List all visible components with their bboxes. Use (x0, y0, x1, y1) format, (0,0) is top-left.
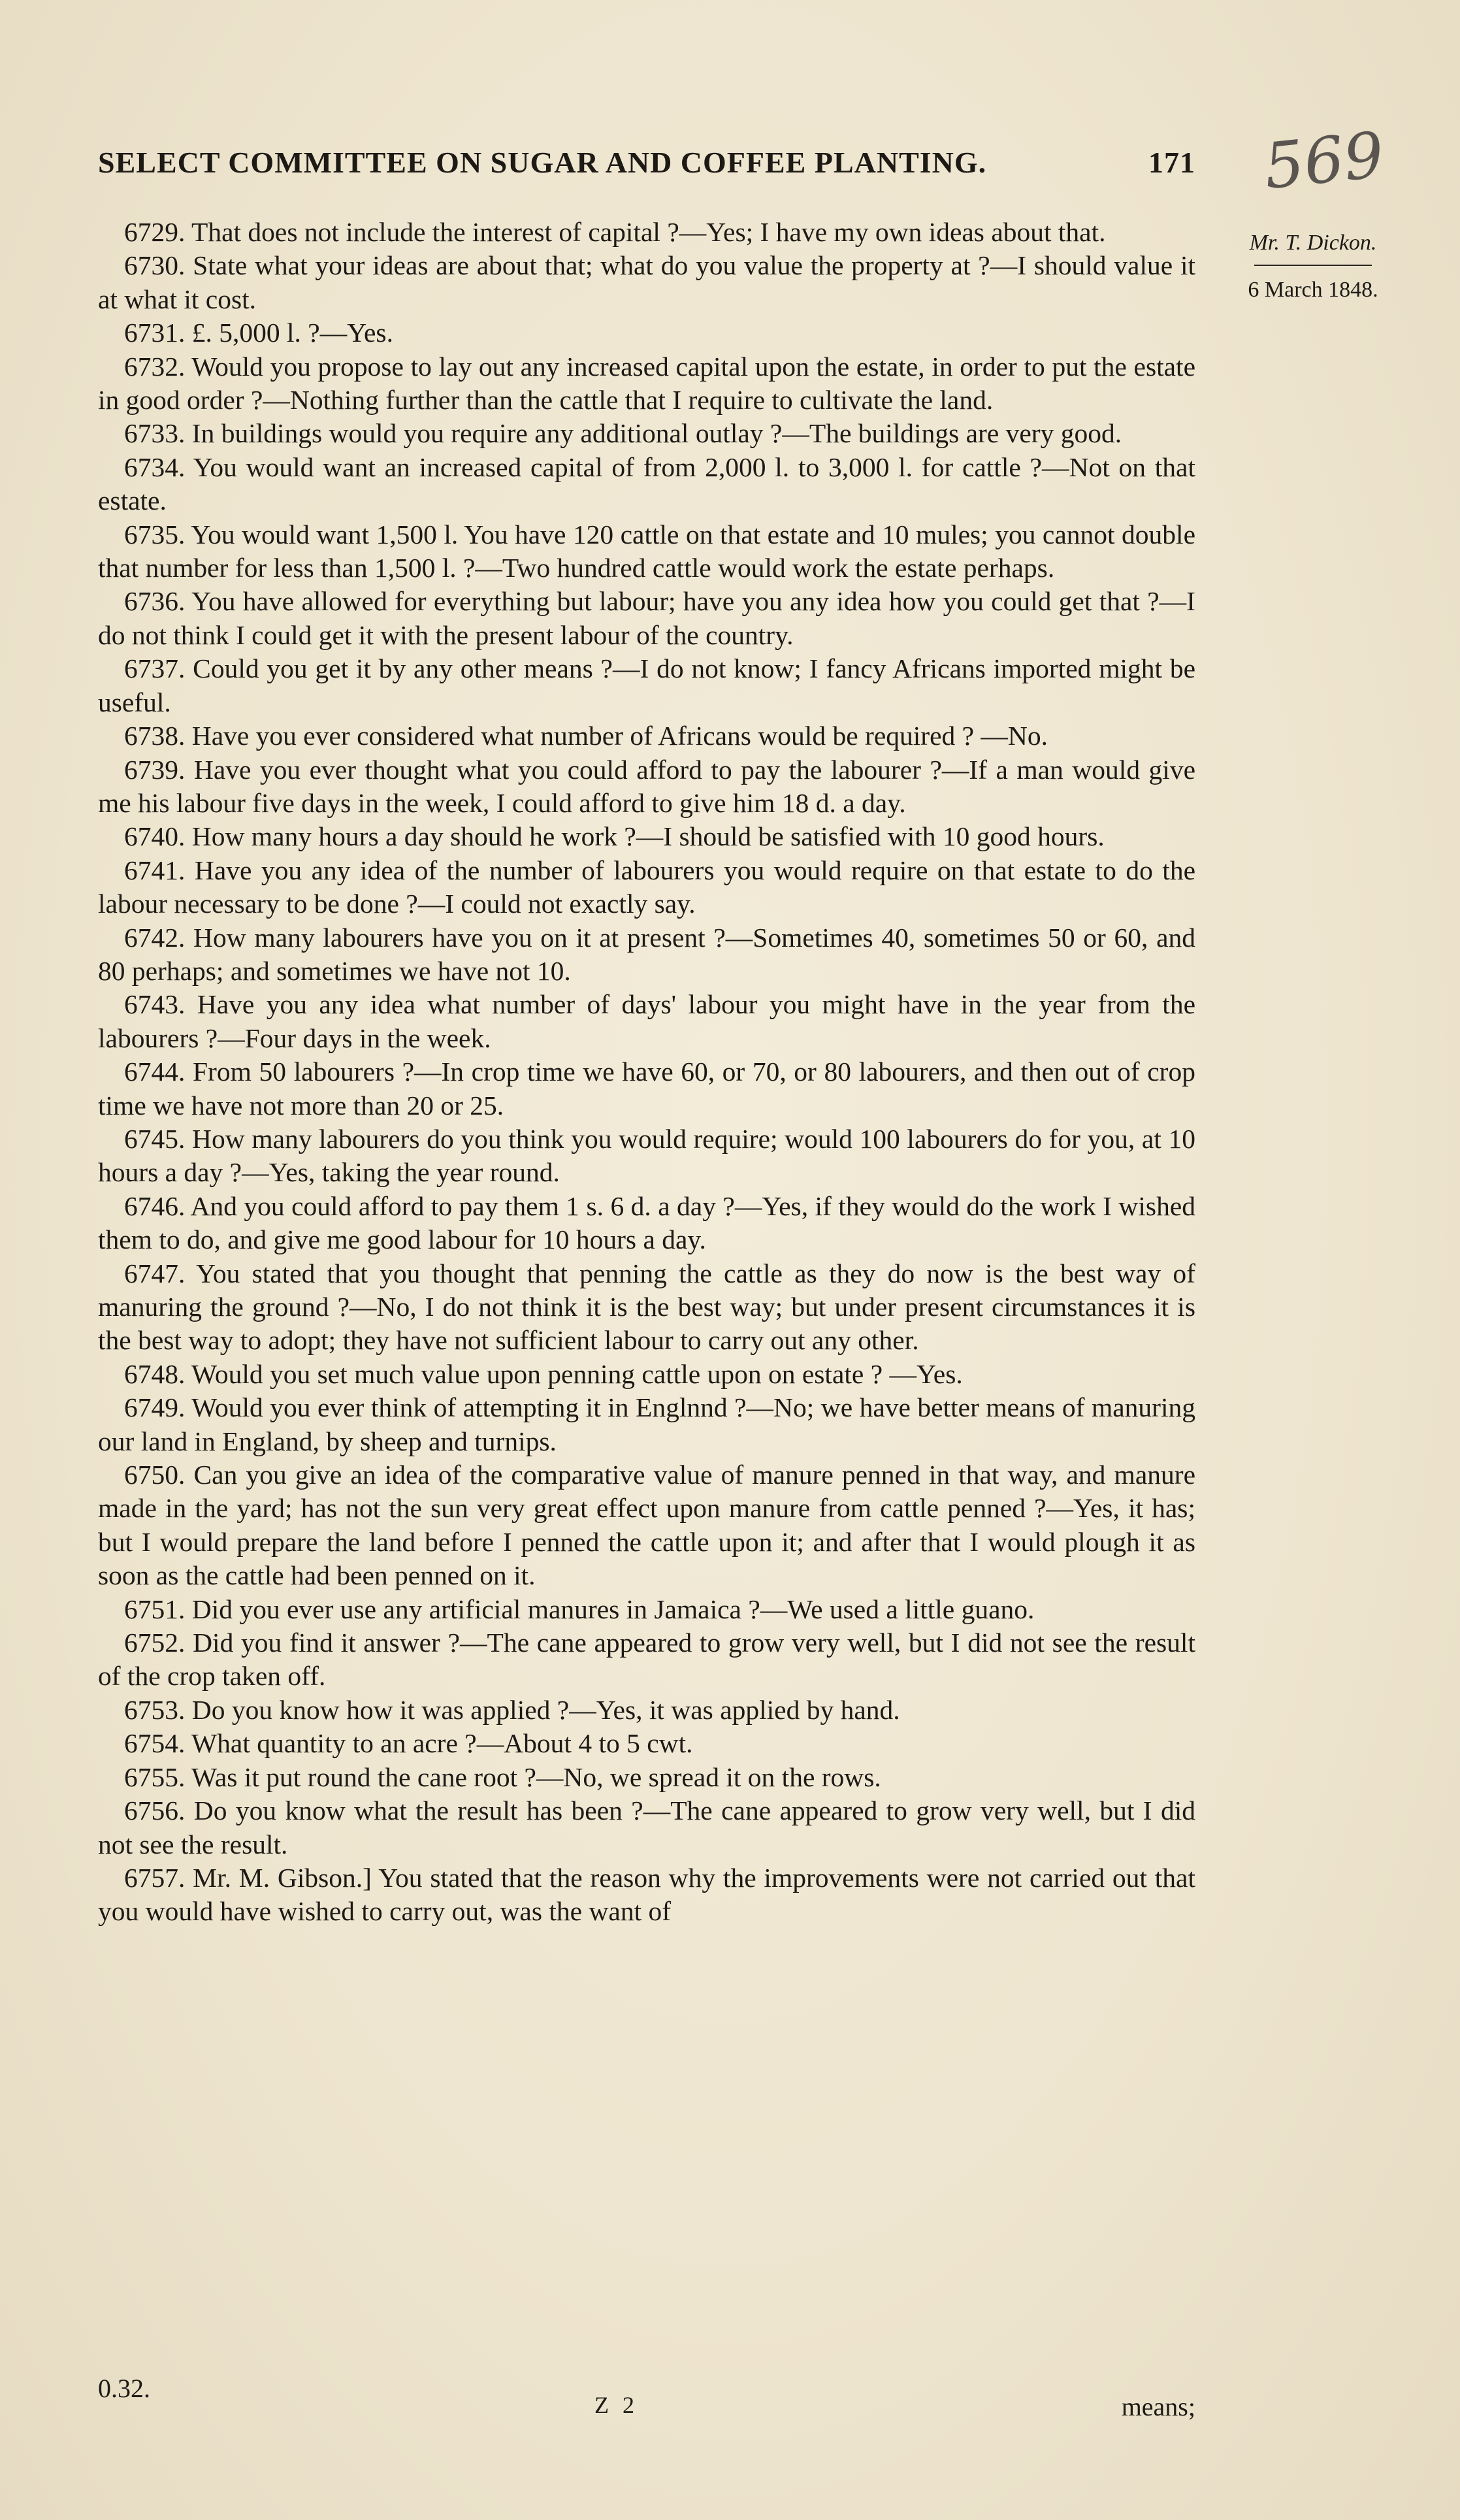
paragraph-6735: 6735. You would want 1,500 l. You have 120 cattle on that estate and 10 mules; you cannot double that number for less than 1,500 l. ?—Two hundred cattle would work the estate perhaps. (98, 519, 1195, 583)
paragraph-6748: 6748. Would you set much value upon penning cattle upon on estate ? —Yes. (124, 1358, 963, 1389)
paragraph-6738: 6738. Have you ever considered what number of Africans would be required ? —No. (124, 721, 1048, 751)
paragraph-6731: 6731. £. 5,000 l. ?—Yes. (124, 318, 393, 348)
paragraph-6745: 6745. How many labourers do you think you would require; would 100 labourers do for you, at 10 hours a day ?—Yes, taking the year round. (98, 1123, 1195, 1188)
paragraph-6740: 6740. How many hours a day should he work ?—I should be satisfied with 10 good hours. (124, 821, 1105, 852)
paragraph-6752: 6752. Did you find it answer ?—The cane appeared to grow very well, but I did not see the result of the crop taken off. (98, 1628, 1195, 1692)
paragraph-6750: 6750. Can you give an idea of the comparative value of manure penned in that way, and manure made in the yard; has not the sun very great effect upon manure from cattle penned ?—Yes, it has; but I would prepare the land before I penned the cattle upon it; and after that I would plough it as soon as the cattle had been penned on it. (98, 1460, 1195, 1591)
page-number: 171 (1148, 146, 1195, 179)
paragraph-6757: 6757. Mr. M. Gibson.] You stated that the reason why the improvements were not carried out that you would have wished to carry out, was the want of (98, 1862, 1195, 1927)
margin-note (1225, 225, 1401, 308)
paragraph-6729: 6729. That does not include the interest of capital ?—Yes; I have my own ideas about that. (124, 217, 1106, 247)
paragraph-6737: 6737. Could you get it by any other means ?—I do not know; I fancy Africans imported might be useful. (98, 653, 1195, 717)
paragraph-6751: 6751. Did you ever use any artificial manures in Jamaica ?—We used a little guano. (124, 1594, 1035, 1624)
catchword: means; (1121, 2392, 1195, 2421)
paragraph-6744: 6744. From 50 labourers ?—In crop time we have 60, or 70, or 80 labourers, and then out of crop time we have not more than 20 or 25. (98, 1056, 1195, 1121)
paragraph-6734: 6734. You would want an increased capital of from 2,000 l. to 3,000 l. for cattle ?—Not on that estate. (98, 451, 1195, 516)
paragraph-6754: 6754. What quantity to an acre ?—About 4 to 5 cwt. (124, 1728, 693, 1759)
paragraph-6756: 6756. Do you know what the result has been ?—The cane appeared to grow very well, but I did not see the result. (98, 1795, 1195, 1859)
running-title: SELECT COMMITTEE ON SUGAR AND COFFEE PLANTING. (98, 146, 987, 179)
paragraph-6743: 6743. Have you any idea what number of days' labour you might have in the year from the labourers ?—Four days in the week. (98, 989, 1195, 1053)
paragraph-6755: 6755. Was it put round the cane root ?—No, we spread it on the rows. (124, 1761, 881, 1792)
paragraph-6739: 6739. Have you ever thought what you could afford to pay the labourer ?—If a man would give me his labour five days in the week, I could afford to give him 18 d. a day. (98, 754, 1195, 818)
handwritten-folio-number: 569 (1260, 118, 1387, 204)
testimony-text (98, 216, 1195, 1929)
margin-rule (1254, 265, 1372, 266)
paragraph-6732: 6732. Would you propose to lay out any increased capital upon the estate, in order to put the estate in good order ?—Nothing further than the cattle that I require to cultivate the land. (98, 351, 1195, 416)
paragraph-6736: 6736. You have allowed for everything but labour; have you any idea how you could get that ?—I do not think I could get it with the present labour of the country. (98, 586, 1195, 650)
witness-name: Mr. T. Dickon. (1249, 231, 1377, 255)
paragraph-6746: 6746. And you could afford to pay them 1 s. 6 d. a day ?—Yes, if they would do the work I wished them to do, and give me good labour for 10 hours a day. (98, 1190, 1195, 1255)
paragraph-6753: 6753. Do you know how it was applied ?—Yes, it was applied by hand. (124, 1694, 900, 1725)
paragraph-6733: 6733. In buildings would you require any additional outlay ?—The buildings are very good. (124, 418, 1122, 449)
paragraph-6741: 6741. Have you any idea of the number of labourers you would require on that estate to do the labour necessary to be done ?—I could not exactly say. (98, 855, 1195, 919)
paragraph-6742: 6742. How many labourers have you on it at present ?—Sometimes 40, sometimes 50 or 60, and 80 perhaps; and sometimes we have not 10. (98, 922, 1195, 986)
paragraph-6730: 6730. State what your ideas are about that; what do you value the property at ?—I should value it at what it cost. (98, 250, 1195, 314)
page-header (98, 145, 1195, 180)
paragraph-6749: 6749. Would you ever think of attempting it in Englnnd ?—No; we have better means of manuring our land in England, by sheep and turnips. (98, 1392, 1195, 1456)
hearing-date: 6 March 1848. (1248, 278, 1378, 303)
paragraph-6747: 6747. You stated that you thought that penning the cattle as they do now is the best way of manuring the ground ?—No, I do not think it is the best way; but under present circumstances it is the best way to adopt; they have not sufficient labour to carry out any other. (98, 1258, 1195, 1356)
signature-mark: 0.32. (98, 2374, 150, 2403)
sheet-mark: Z 2 (594, 2392, 638, 2418)
